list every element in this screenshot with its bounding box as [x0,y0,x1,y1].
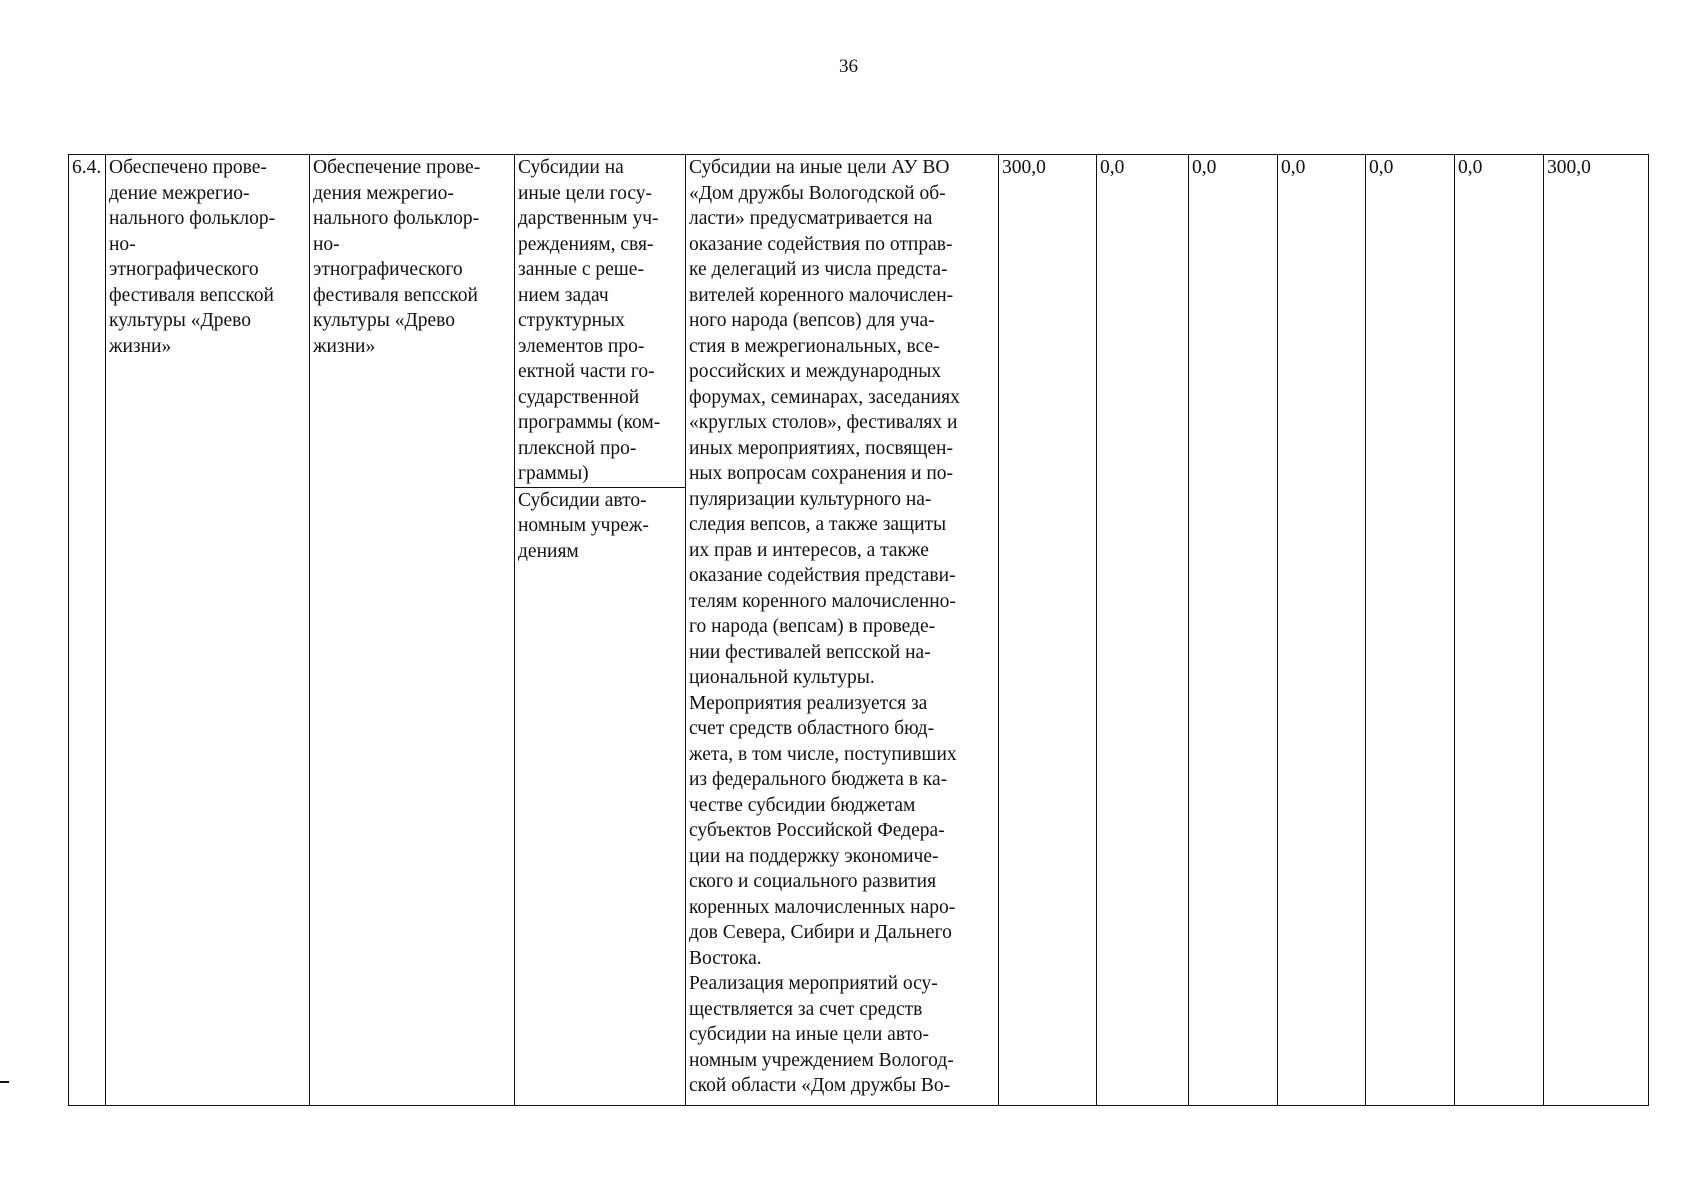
funding-type-text: Субсидии авто- номным учреж- дениям [518,489,649,562]
amount-value: 300,0 [1002,157,1046,178]
amount-cell [1366,155,1455,1106]
description-cell [686,155,999,1106]
row-index-cell [69,155,106,1106]
amount-value: 0,0 [1369,157,1394,178]
funding-type-cell [515,487,686,1105]
amount-value: 0,0 [1458,157,1483,178]
amount-cell [1455,155,1544,1106]
result-text: Обеспечено прове- дение межрегио- нального фольклор- но- этнографического фестиваля вепсской культуры «Древо жизни» [109,157,276,357]
description-text: Субсидии на иные цели АУ ВО «Дом дружбы Вологодской об- ласти» предусматривается на оказание содействия по отправ- ке делегаций из числа предста- вителей коренного малочислен- ного народа (вепсов) для уча- стия в межрегиональных, все- российских и международных форумах, семинарах, заседаниях «круглых столов», фестивалях и иных мероприятиях, посвящен- ных вопросам сохранения и по- пуляризации культурного на- следия вепсов, а также защиты их прав и интересов, а также оказание содействия представи- телям коренного малочисленно- го народа (вепсам) в проведе- нии фестивалей вепсской на- циональной культуры. Мероприятия реализуется за счет средств областного бюд- жета, в том числе, поступивших из федерального бюджета в ка- честве субсидии бюджетам субъектов Российской Федера- ции на поддержку экономиче- ского и социального развития коренных малочисленных наро- дов Севера, Сибири и Дальнего Востока. Реализация мероприятий осу- ществляется за счет средств субсидии на иные цели авто- номным учреждением Вологод- ской области «Дом дружбы Во- [689,157,960,1096]
amount-value: 0,0 [1281,157,1306,178]
amount-cell [1097,155,1189,1106]
table-row [69,155,1649,488]
amount-total-value: 300,0 [1547,157,1591,178]
funding-type-text: Субсидии на иные цели госу- дарственным уч- реждениям, свя- занные с реше- нием задач структурных элементов про- ектной части го- сударственной программы (ком- плексной про- граммы) [518,157,661,484]
funding-type-cell [515,155,686,488]
task-cell [310,155,515,1106]
amount-cell [999,155,1097,1106]
amount-value: 0,0 [1192,157,1217,178]
edge-mark [0,1081,9,1083]
amount-value: 0,0 [1100,157,1125,178]
budget-table [68,154,1649,1106]
amount-cell [1278,155,1366,1106]
amount-cell [1189,155,1278,1106]
amount-total-cell [1544,155,1649,1106]
task-text: Обеспечение прове- дения межрегио- нального фольклор- но- этнографического фестиваля вепсской культуры «Древо жизни» [313,157,481,357]
page-number: 36 [839,56,858,77]
row-index: 6.4. [72,157,102,178]
result-cell [106,155,310,1106]
